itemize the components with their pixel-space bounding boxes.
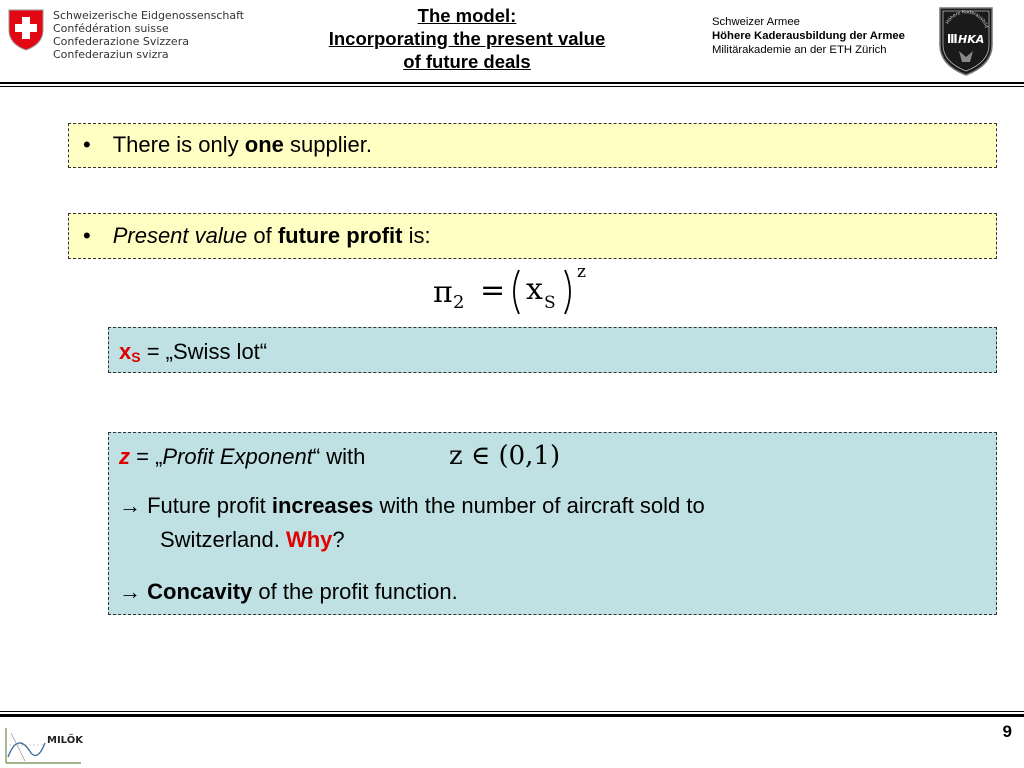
present-value-box [68, 213, 997, 259]
footer-divider [0, 714, 1024, 717]
present-value-text-b: is: [402, 223, 431, 248]
arrow-right-icon: → [119, 579, 141, 604]
formula-pi-subscript: 2 [453, 292, 465, 313]
z-range-formula: z ∈ (0,1) [449, 441, 561, 471]
future-profit-line [119, 493, 705, 519]
header-divider [0, 82, 1024, 84]
formula-equals: = [480, 273, 506, 308]
concavity-line [119, 579, 458, 605]
increases-bold: increases [271, 493, 374, 518]
switzerland-text: Switzerland. [160, 527, 286, 552]
future-profit-bold: future profit [277, 223, 403, 248]
army-line-2: Höhere Kaderausbildung der Armee [712, 30, 905, 42]
concavity-text: of the profit function. [252, 579, 458, 604]
header-divider-thin [0, 86, 1024, 87]
bullet-mark: • [83, 132, 91, 157]
present-value-text-a: of [247, 223, 278, 248]
swiss-lot-box [108, 327, 997, 373]
svg-text:HKA: HKA [958, 33, 985, 46]
supplier-statement [83, 132, 372, 158]
swiss-lot-text: = „Swiss lot“ [140, 339, 268, 364]
profit-formula [433, 262, 593, 318]
page-number: 9 [1002, 722, 1012, 741]
supplier-text-bold: one [244, 132, 284, 157]
army-line-1: Schweizer Armee [712, 16, 800, 28]
federation-names [53, 9, 244, 61]
formula-pi: π [433, 275, 453, 310]
right-paren-icon [561, 268, 577, 316]
footer-divider-thin [0, 711, 1024, 712]
profit-exponent-italic: Profit Exponent [162, 444, 313, 469]
left-paren-icon [507, 268, 523, 316]
title-line-2: Incorporating the present value [328, 28, 606, 49]
army-institution [712, 15, 905, 57]
army-line-3: Militärakademie an der ETH Zürich [712, 44, 887, 56]
formula-x: x [526, 272, 543, 307]
federation-name-fr: Confédération suisse [53, 22, 169, 35]
supplier-box [68, 123, 997, 168]
supplier-text-a: There is only [112, 132, 245, 157]
concavity-bold: Concavity [147, 579, 253, 604]
formula-exponent: z [577, 262, 586, 282]
swiss-lot-definition [119, 339, 267, 370]
exponent-text-a: = „ [130, 444, 163, 469]
xs-symbol: x [119, 339, 132, 364]
federation-name-rm: Confederaziun svizra [53, 48, 169, 61]
swiss-coat-of-arms-icon [7, 8, 45, 52]
z-symbol: z [119, 444, 130, 469]
slide-title [272, 4, 662, 73]
switzerland-why-line [160, 527, 345, 553]
formula-x-subscript: S [544, 293, 556, 313]
arrow-right-icon: → [119, 493, 141, 518]
why-text: Why [285, 527, 333, 552]
future-profit-text-b: with the number of aircraft sold to [373, 493, 705, 518]
federation-name-de: Schweizerische Eidgenossenschaft [53, 9, 245, 22]
xs-subscript: S [131, 349, 141, 365]
title-line-3: of future deals [403, 51, 531, 72]
future-profit-text-a: Future profit [141, 493, 272, 518]
exponent-text-b: “ with [312, 444, 366, 469]
milok-logo-icon [3, 723, 83, 765]
present-value-statement [83, 223, 431, 249]
hka-emblem-icon [937, 5, 995, 77]
profit-exponent-box [108, 432, 997, 615]
present-value-italic: Present value [112, 223, 248, 248]
svg-text:Höhere Kaderausbildung: Höhere Kaderausbild [945, 10, 989, 29]
svg-text:MILÖK: MILÖK [47, 735, 83, 746]
title-line-1: The model: [417, 5, 517, 26]
profit-exponent-definition [119, 444, 365, 470]
bullet-mark: • [83, 223, 91, 248]
federation-name-it: Confederazione Svizzera [53, 35, 189, 48]
supplier-text-b: supplier. [283, 132, 372, 157]
question-mark: ? [332, 527, 345, 552]
